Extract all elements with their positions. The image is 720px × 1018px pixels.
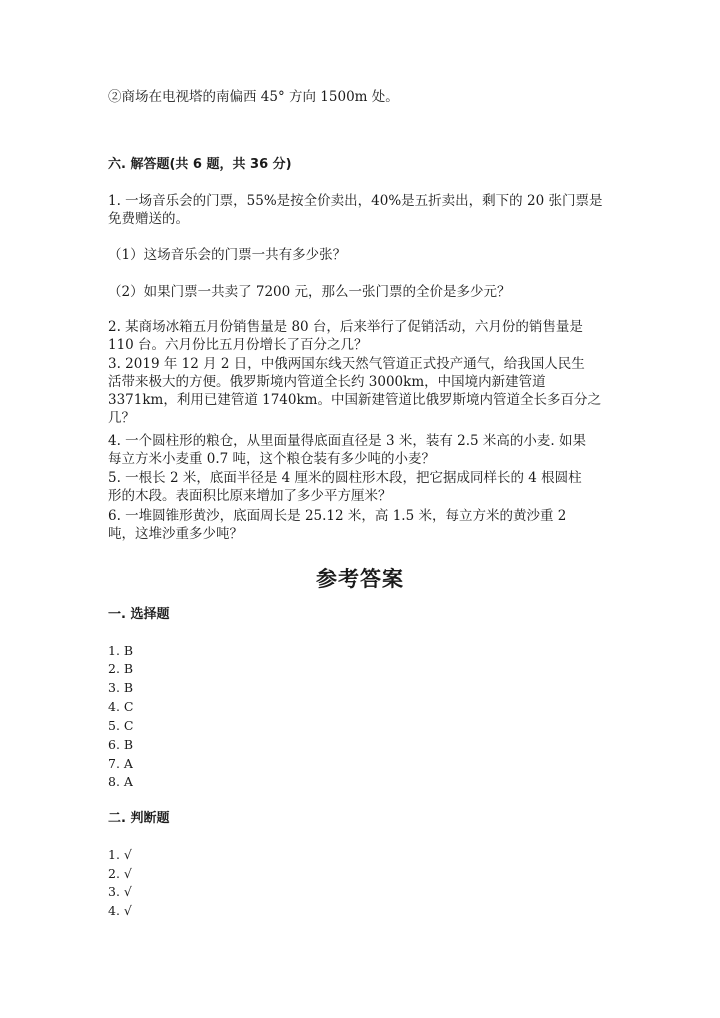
choice-answer-7: 7. A <box>108 756 133 771</box>
choice-answer-8: 8. A <box>108 774 133 789</box>
q3-line4: 几？ <box>108 410 135 426</box>
choice-answer-5: 5. C <box>108 718 134 733</box>
q1-sub2: （2）如果门票一共卖了 7200 元，那么一张门票的全价是多少元？ <box>108 284 511 300</box>
choice-answer-6: 6. B <box>108 737 134 752</box>
q1-sub1: （1）这场音乐会的门票一共有多少张？ <box>108 247 347 263</box>
q3-line3: 3371km，利用已建管道 1740km。中国新建管道比俄罗斯境内管道全长多百分之 <box>108 392 601 408</box>
q3-line1: 3. 2019 年 12 月 2 日，中俄两国东线天然气管道正式投产通气，给我国人民生 <box>108 356 585 372</box>
judge-answer-4: 4. √ <box>108 903 132 918</box>
answers-title: 参考答案 <box>316 567 404 591</box>
q1-line2: 免费赠送的。 <box>108 211 189 227</box>
judge-answer-1: 1. √ <box>108 847 132 862</box>
top-note: ②商场在电视塔的南偏西 45° 方向 1500m 处。 <box>108 89 399 105</box>
q4-line2: 每立方米小麦重 0.7 吨，这个粮仓装有多少吨的小麦？ <box>108 451 436 467</box>
choice-answer-2: 2. B <box>108 661 134 676</box>
q2-line2: 110 台。六月份比五月份增长了百分之几？ <box>108 337 368 353</box>
judge-heading: 二. 判断题 <box>108 811 170 826</box>
choice-answer-4: 4. C <box>108 699 134 714</box>
q6-line1: 6. 一堆圆锥形黄沙，底面周长是 25.12 米，高 1.5 米，每立方米的黄沙重 2 <box>108 508 567 524</box>
choice-answer-3: 3. B <box>108 680 134 695</box>
choice-heading: 一. 选择题 <box>108 607 170 622</box>
judge-answer-3: 3. √ <box>108 884 132 899</box>
choice-answer-1: 1. B <box>108 643 134 658</box>
section6-heading: 六. 解答题(共 6 题，共 36 分) <box>108 157 292 172</box>
q6-line2: 吨，这堆沙重多少吨？ <box>108 526 243 542</box>
q2-line1: 2. 某商场冰箱五月份销售量是 80 台，后来举行了促销活动，六月份的销售量是 <box>108 319 583 335</box>
q1-line1: 1. 一场音乐会的门票，55%是按全价卖出，40%是五折卖出，剩下的 20 张门票是 <box>108 193 603 209</box>
q3-line2: 活带来极大的方便。俄罗斯境内管道全长约 3000km，中国境内新建管道 <box>108 374 546 390</box>
judge-answer-2: 2. √ <box>108 866 132 881</box>
q4-line1: 4. 一个圆柱形的粮仓，从里面量得底面直径是 3 米，装有 2.5 米高的小麦. 如果 <box>108 433 586 449</box>
q5-line1: 5. 一根长 2 米，底面半径是 4 厘米的圆柱形木段，把它据成同样长的 4 根圆柱 <box>108 470 582 486</box>
q5-line2: 形的木段。表面积比原来增加了多少平方厘米？ <box>108 488 392 504</box>
